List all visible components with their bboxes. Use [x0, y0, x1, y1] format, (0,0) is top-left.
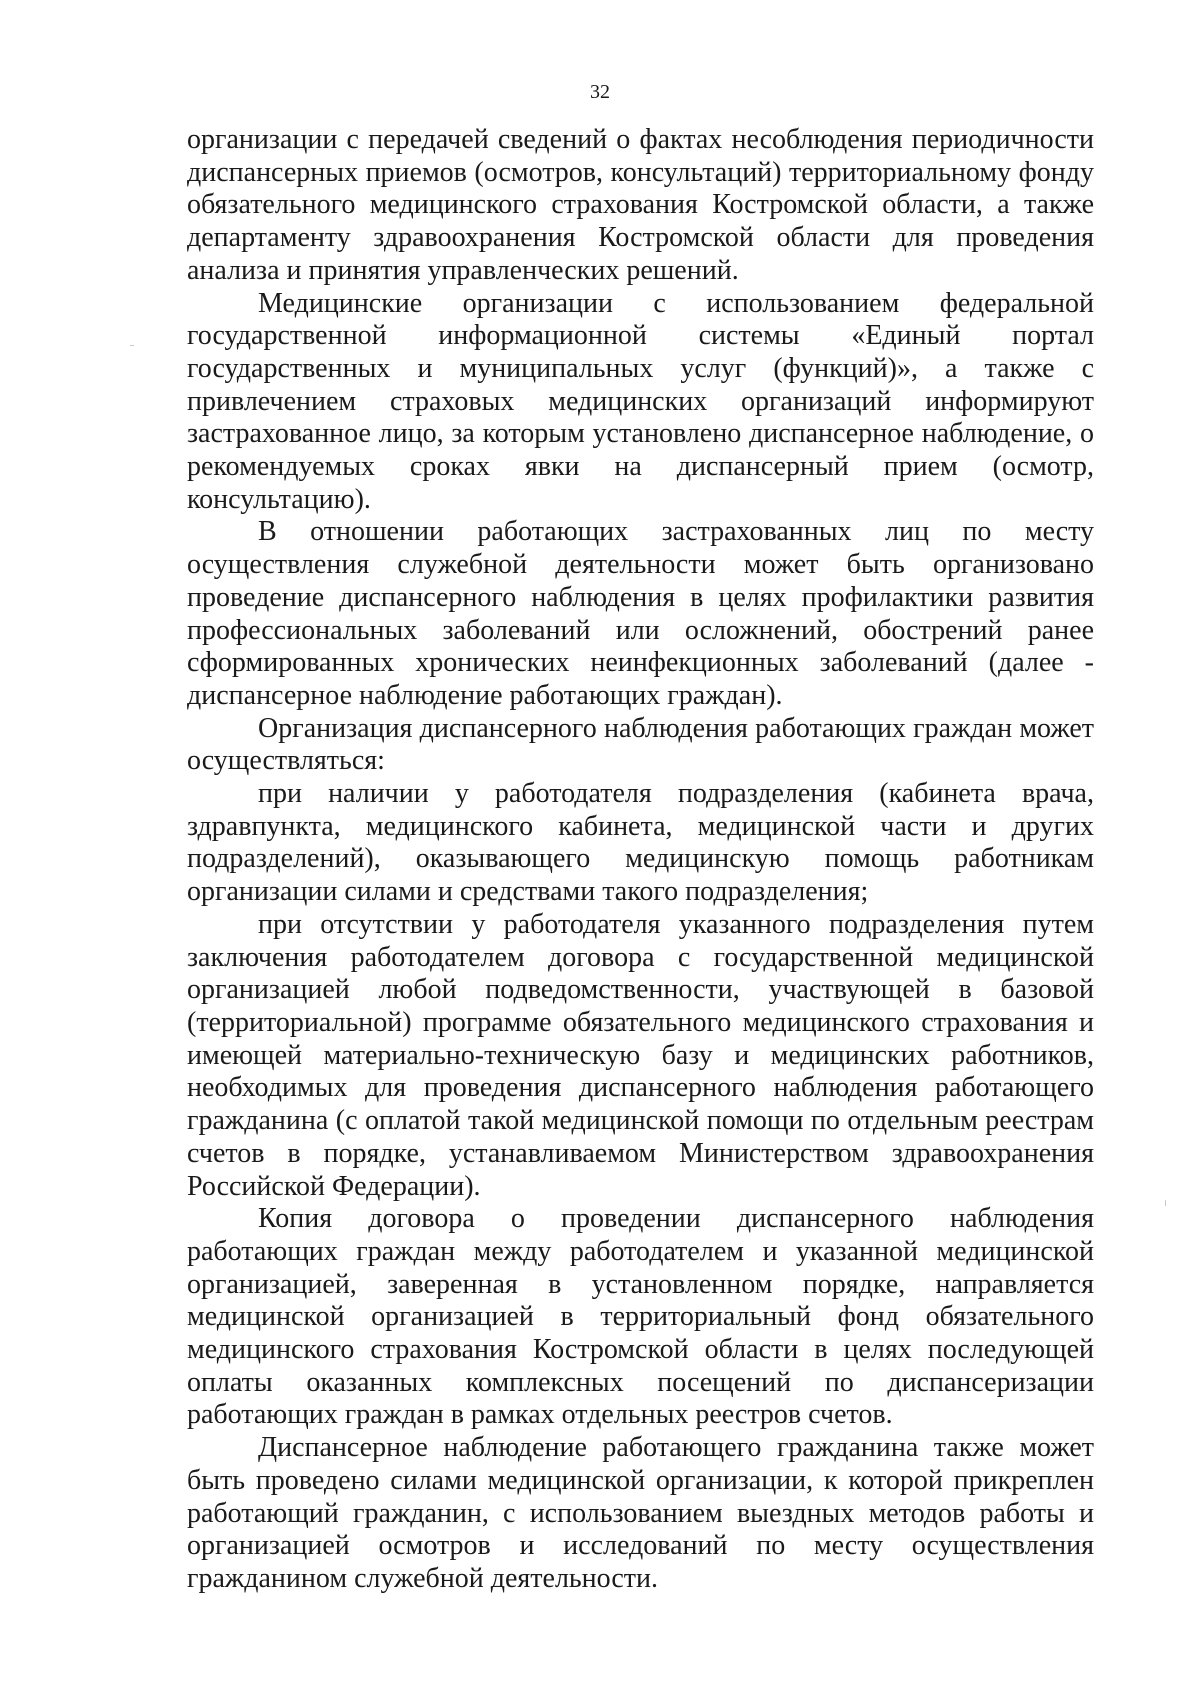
- paragraph: Организация диспансерного наблюдения работающих граждан может осуществляться:: [187, 712, 1094, 777]
- paragraph: В отношении работающих застрахованных лиц по месту осуществления служебной деятельности может быть организовано проведение диспансерного наблюдения в целях профилактики развития профессиональных заболеваний или осложнений, обострений ранее сформированных хронических неинфекционных заболеваний (далее - диспансерное наблюдение работающих граждан).: [187, 516, 1094, 711]
- paragraph: Копия договора о проведении диспансерного наблюдения работающих граждан между работодателем и указанной медицинской организацией, заверенная в установленном порядке, направляется медицинской организацией в территориальный фонд обязательного медицинского страхования Костромской области в целях последующей оплаты оказанных комплексных посещений по диспансеризации работающих граждан в рамках отдельных реестров счетов.: [187, 1203, 1094, 1431]
- paragraph-continuation: организации с передачей сведений о фактах несоблюдения периодичности диспансерных приемов (осмотров, консультаций) территориальному фонду обязательного медицинского страхования Костромской области, а также департаменту здравоохранения Костромской области для проведения анализа и принятия управленческих решений.: [187, 124, 1094, 286]
- paragraph: Диспансерное наблюдение работающего гражданина также может быть проведено силами медицинской организации, к которой прикреплен работающий гражданин, с использованием выездных методов работы и организацией осмотров и исследований по месту осуществления гражданином служебной деятельности.: [187, 1432, 1094, 1594]
- document-body: [187, 124, 1094, 1596]
- list-item: при отсутствии у работодателя указанного подразделения путем заключения работодателем договора с государственной медицинской организацией любой подведомственности, участвующей в базовой (территориальной) программе обязательного медицинского страхования и имеющей материально-техническую базу и медицинских работников, необходимых для проведения диспансерного наблюдения работающего гражданина (с оплатой такой медицинской помощи по отдельным реестрам счетов в порядке, устанавливаемом Министерством здравоохранения Российской Федерации).: [187, 908, 1094, 1202]
- paragraph: Медицинские организации с использованием федеральной государственной информационной системы «Единый портал государственных и муниципальных услуг (функций)», а также с привлечением страховых медицинских организаций информируют застрахованное лицо, за которым установлено диспансерное наблюдение, о рекомендуемых сроках явки на диспансерный прием (осмотр, консультацию).: [187, 287, 1094, 515]
- page-number: 32: [590, 81, 610, 103]
- scan-artifact: [130, 345, 134, 346]
- list-item: при наличии у работодателя подразделения (кабинета врача, здравпункта, медицинского кабинета, медицинской части и других подразделений), оказывающего медицинскую помощь работникам организации силами и средствами такого подразделения;: [187, 778, 1094, 908]
- scan-artifact: [1165, 1200, 1166, 1206]
